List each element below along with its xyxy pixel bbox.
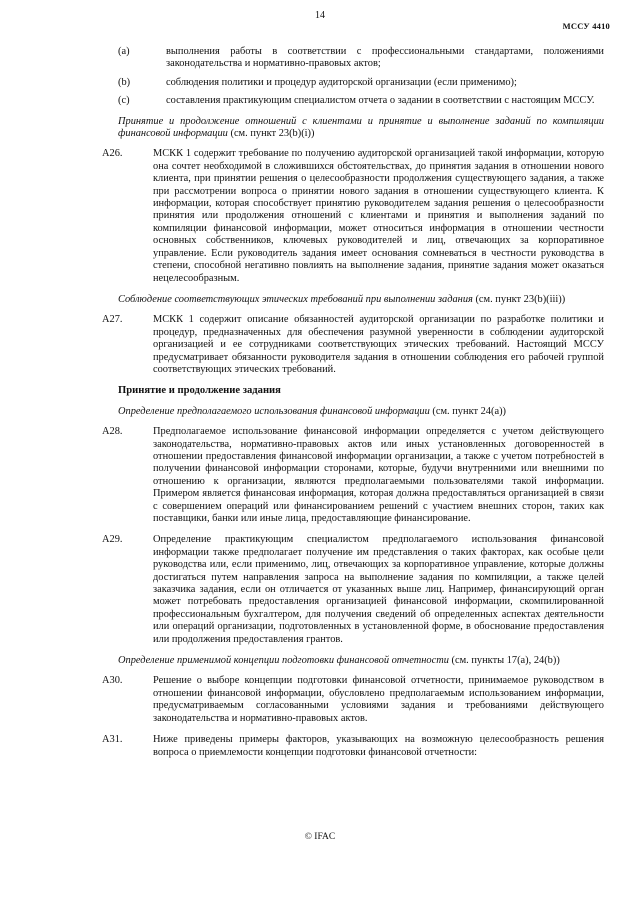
section-reference: (см. пункт 23(b)(i)) bbox=[230, 128, 315, 140]
section-title: Определение предполагаемого использования финансовой информации bbox=[118, 405, 430, 417]
standard-reference: МССУ 4410 bbox=[562, 21, 610, 31]
list-item-label: (c) bbox=[118, 95, 130, 107]
section-reference: (см. пункт 24(a)) bbox=[432, 405, 506, 417]
section-reference: (см. пункт 23(b)(iii)) bbox=[475, 293, 566, 305]
list-item bbox=[118, 77, 604, 89]
paragraph-text: Предполагаемое использование финансовой информации определяется с учетом действующего законодательства, нормативно-правовых актов или иных установленных договоренностей в отношении предоставления финансовой информации организации, а также с учетом потребностей в получении финансовой информации сторонами, которые, будучи внутренними или внешними по отношению к организации, являются предполагаемыми пользователями такой информации. Примером является финансовая информация, которая должна предоставляться организацией в связи с совершением операций или финансированием решений с участием внешних сторон, таких как поставщики, банки или иные лица, предоставляющие финансирование. bbox=[153, 426, 604, 524]
paragraph-text: Ниже приведены примеры факторов, указывающих на возможную целесообразность решения вопроса о приемлемости концепции подготовки финансовой отчетности: bbox=[153, 734, 604, 758]
section-title: Определение применимой концепции подготовки финансовой отчетности bbox=[118, 655, 449, 667]
copyright-footer: © IFAC bbox=[304, 832, 336, 842]
list-item bbox=[118, 46, 604, 71]
list-item-text: составления практикующим специалистом отчета о задании в соответствии с настоящим МССУ. bbox=[166, 95, 595, 107]
section-subheading bbox=[118, 116, 604, 141]
paragraph-text: МСКК 1 содержит требование по получению аудиторской организацией такой информации, которую она сочтет необходимой в сложившихся обстоятельствах, до принятия задания в отношении нового клиента, при принятии решения о целесообразности продолжения существующего задания, а также при рассмотрении вопроса о принятии нового задания в отношении существующего клиента. К информации, которая способствует принятию руководителем задания решения о целесообразности принятия или продолжения отношений с клиентами и принятия и выполнения заданий по компиляции финансовой информации, может относиться информация в отношении честности основных собственников, ключевых руководителей и лиц, отвечающих за корпоративное управление. Если руководитель задания имеет основания сомневаться в честности руководства в степени, способной негативно повлиять на выполнение задания, принятие задания может оказаться нецелесообразным. bbox=[153, 148, 604, 284]
section-subheading bbox=[118, 294, 604, 306]
section-title: Соблюдение соответствующих этических требований при выполнении задания bbox=[118, 293, 473, 305]
list-item-text: соблюдения политики и процедур аудиторской организации (если применимо); bbox=[166, 76, 517, 88]
paragraph-number: A31. bbox=[102, 734, 123, 746]
list-item-label: (b) bbox=[118, 76, 131, 88]
paragraph-number: A26. bbox=[102, 148, 123, 160]
list-item-label: (a) bbox=[118, 46, 130, 57]
paragraph-number: A28. bbox=[102, 426, 123, 438]
paragraph-number: A30. bbox=[102, 675, 123, 687]
paragraph-a29 bbox=[102, 534, 604, 646]
section-subheading bbox=[118, 406, 604, 418]
page-number: 14 bbox=[315, 10, 325, 21]
paragraph-a26 bbox=[102, 148, 604, 284]
section-title: Принятие и продолжение отношений с клиентами и принятие и выполнение заданий по компиляции финансовой информации bbox=[118, 115, 604, 140]
paragraph-text: Определение практикующим специалистом предполагаемого использования финансовой информации также предполагает получение им представления о таких факторах, как особые цели руководства или, если применимо, лиц, отвечающих за корпоративное управление, которые должны достигаться путем направления запроса на выполнение задания по компиляции, а также целей заказчика задания, если он отличается от указанных выше лиц. Например, финансирующий орган может потребовать предоставления организацией финансовой информации, скомпилированной профессиональным бухгалтером, для получения сведений об определенных аспектах деятельности или операций организации, подготовленных в установленной форме, в обоснование предоставления или продолжения предоставления грантов. bbox=[153, 534, 604, 645]
paragraph-number: A27. bbox=[102, 314, 123, 326]
paragraph-a27 bbox=[102, 314, 604, 376]
section-subheading bbox=[118, 655, 604, 667]
list-item bbox=[118, 95, 604, 107]
section-reference: (см. пункты 17(a), 24(b)) bbox=[451, 655, 560, 667]
page-content bbox=[102, 46, 604, 768]
list-item-text: выполнения работы в соответствии с профессиональными стандартами, положениями законодательства и нормативно-правовых актов; bbox=[166, 46, 604, 70]
paragraph-a30 bbox=[102, 675, 604, 725]
paragraph-a28 bbox=[102, 426, 604, 525]
main-heading: Принятие и продолжение задания bbox=[118, 385, 281, 397]
paragraph-a31 bbox=[102, 734, 604, 759]
paragraph-number: A29. bbox=[102, 534, 123, 546]
paragraph-text: Решение о выборе концепции подготовки финансовой отчетности, принимаемое руководством в отношении финансовой информации, обусловлено предполагаемым использованием информации, предусматриваемым согласованными условиями задания и требованиями действующего законодательства и нормативно-правовых актов. bbox=[153, 675, 604, 724]
paragraph-text: МСКК 1 содержит описание обязанностей аудиторской организации по разработке политики и процедур, предназначенных для обеспечения разумной уверенности в соблюдении аудиторской организацией и ее сотрудниками соответствующих этических требований. Настоящий МССУ предусматривает обязанности руководителя задания в отношении соблюдения его рабочей группой соответствующих этических требований. bbox=[153, 314, 604, 375]
